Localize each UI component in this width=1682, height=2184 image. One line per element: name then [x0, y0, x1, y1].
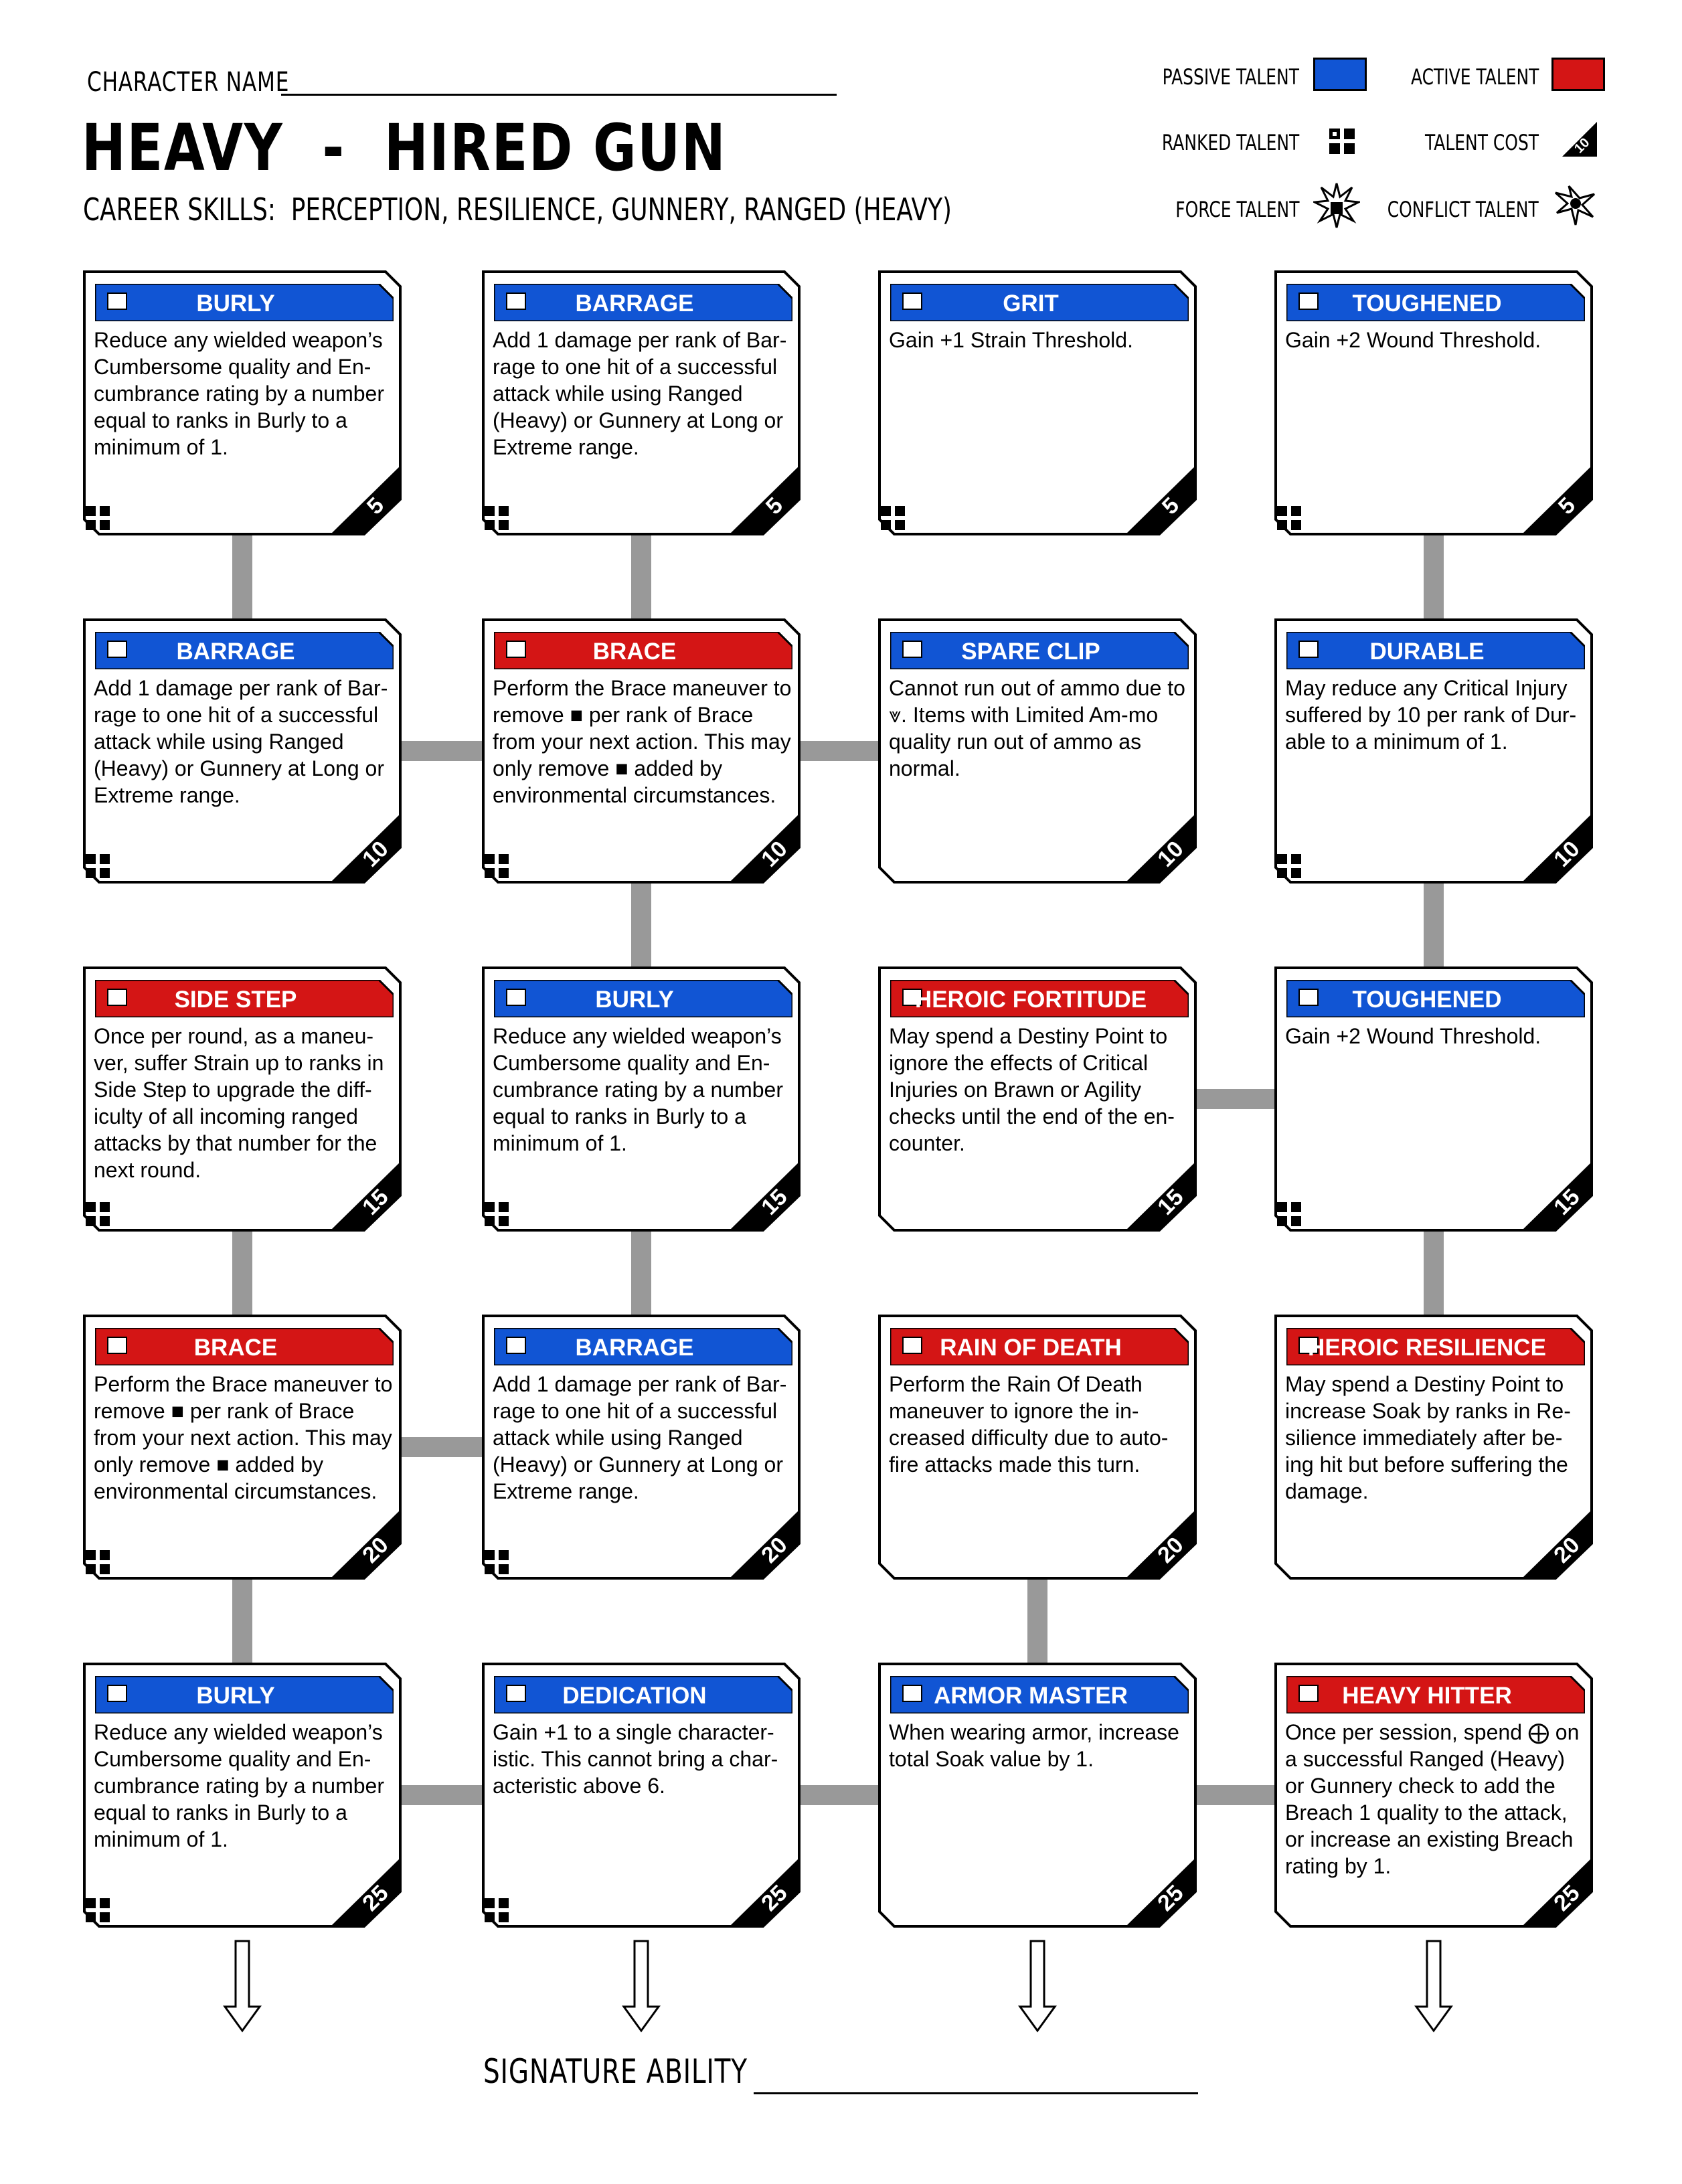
ranked-icon [1277, 1202, 1301, 1226]
talent-cost: 15 [756, 1184, 792, 1220]
talent-card[interactable] [482, 618, 801, 884]
vertical-connector [631, 884, 651, 967]
card-header [890, 980, 1189, 1017]
talent-cost: 10 [1153, 836, 1189, 872]
down-arrow-icon [621, 1940, 661, 2033]
talent-cost: 20 [357, 1532, 394, 1568]
horizontal-connector [801, 1785, 878, 1805]
talent-cost: 25 [357, 1880, 394, 1916]
talent-name: DURABLE [1369, 639, 1485, 665]
talent-name: TOUGHENED [1352, 290, 1502, 317]
talent-name: SPARE CLIP [961, 639, 1100, 665]
talent-description: Reduce any wielded weapon’s Cumbersome quality and En-cumbrance rating by a number equal to ranks in Burly to a minimum of 1. [94, 328, 384, 459]
vertical-connector [1027, 1580, 1047, 1663]
card-header [1286, 284, 1585, 321]
talent-name: BARRAGE [575, 290, 694, 317]
talent-card[interactable] [878, 1315, 1197, 1580]
legend-active-swatch [1551, 58, 1605, 91]
card-header [890, 1676, 1189, 1713]
card-header [494, 284, 792, 321]
talent-cost: 10 [1549, 836, 1585, 872]
talent-card[interactable] [482, 270, 801, 535]
card-header [494, 980, 792, 1017]
talent-name: DEDICATION [562, 1683, 707, 1709]
talent-description: Once per round, as a maneu-ver, suffer Strain up to ranks in Side Step to upgrade the diff-iculty of all incoming ranged attacks by that number for the next round. [94, 1024, 384, 1182]
talent-name: RAIN OF DEATH [940, 1335, 1122, 1361]
talent-card[interactable] [878, 967, 1197, 1232]
talent-cost: 20 [756, 1532, 792, 1568]
card-header [1286, 1328, 1585, 1365]
ranked-icon [1277, 854, 1301, 878]
down-arrow-icon [1414, 1940, 1454, 2033]
talent-card[interactable] [1274, 967, 1593, 1232]
ranked-icon [86, 506, 110, 530]
talent-name: BURLY [196, 1683, 275, 1709]
talent-description: Add 1 damage per rank of Bar-rage to one hit of a successful attack while using Ranged (Heavy) or Gunnery at Long or Extreme range. [94, 676, 388, 807]
card-header [1286, 1676, 1585, 1713]
talent-card[interactable] [83, 1315, 402, 1580]
talent-card[interactable] [1274, 270, 1593, 535]
ranked-icon [86, 1202, 110, 1226]
vertical-connector [232, 1580, 252, 1663]
card-header [95, 284, 394, 321]
talent-name: BRACE [193, 1335, 278, 1361]
horizontal-connector [402, 1785, 482, 1805]
talent-description: When wearing armor, increase total Soak value by 1. [889, 1720, 1179, 1771]
legend-ranked-label: RANKED TALENT [1161, 130, 1299, 155]
talent-name: SIDE STEP [174, 987, 297, 1013]
card-header [95, 1676, 394, 1713]
talent-description: Reduce any wielded weapon’s Cumbersome quality and En-cumbrance rating by a number equal to ranks in Burly to a minimum of 1. [94, 1720, 384, 1851]
talent-card[interactable] [482, 1315, 801, 1580]
down-arrow-icon [222, 1940, 262, 2033]
talent-description: May reduce any Critical Injury suffered by 10 per rank of Dur-able to a minimum of 1. [1285, 676, 1577, 754]
vertical-connector [1424, 884, 1444, 967]
horizontal-connector [1197, 1089, 1274, 1109]
talent-name: TOUGHENED [1352, 987, 1502, 1013]
vertical-connector [631, 1232, 651, 1315]
talent-card[interactable] [83, 270, 402, 535]
talent-card[interactable] [1274, 1663, 1593, 1928]
ranked-icon [86, 854, 110, 878]
talent-name: BARRAGE [176, 639, 295, 665]
vertical-connector [232, 535, 252, 618]
card-header [494, 632, 792, 669]
card-header [95, 632, 394, 669]
horizontal-connector [1197, 1785, 1274, 1805]
career-skills: CAREER SKILLS: PERCEPTION, RESILIENCE, GUNNERY, RANGED (HEAVY) [83, 191, 952, 228]
vertical-connector [232, 1232, 252, 1315]
talent-name: GRIT [1003, 290, 1059, 317]
talent-name: HEROIC FORTITUDE [914, 987, 1147, 1013]
ranked-icon [86, 1550, 110, 1574]
ranked-icon [485, 854, 509, 878]
character-name-label: CHARACTER NAME [87, 67, 290, 98]
card-header [890, 1328, 1189, 1365]
talent-name: ARMOR MASTER [934, 1683, 1128, 1709]
talent-description: Add 1 damage per rank of Bar-rage to one hit of a successful attack while using Ranged (Heavy) or Gunnery at Long or Extreme range. [493, 1372, 787, 1503]
talent-card[interactable] [482, 1663, 801, 1928]
card-header [95, 1328, 394, 1365]
horizontal-connector [402, 741, 482, 761]
talent-card[interactable] [1274, 1315, 1593, 1580]
talent-cost: 15 [1153, 1184, 1189, 1220]
ranked-icon [485, 1898, 509, 1922]
talent-name: BURLY [595, 987, 674, 1013]
card-header [494, 1328, 792, 1365]
talent-cost: 5 [1553, 492, 1581, 520]
talent-card[interactable] [878, 270, 1197, 535]
ranked-icon [86, 1898, 110, 1922]
talent-card[interactable] [1274, 618, 1593, 884]
talent-description: Gain +2 Wound Threshold. [1285, 1024, 1541, 1048]
talent-card[interactable] [482, 967, 801, 1232]
ranked-icon [1277, 506, 1301, 530]
talent-description: May spend a Destiny Point to ignore the effects of Critical Injuries on Brawn or Agility checks until the end of the en-counter. [889, 1024, 1175, 1155]
force-talent-icon [1313, 182, 1360, 229]
talent-card[interactable] [83, 1663, 402, 1928]
talent-card[interactable] [83, 967, 402, 1232]
talent-cost: 5 [1157, 492, 1185, 520]
talent-card[interactable] [83, 618, 402, 884]
ranked-icon [485, 506, 509, 530]
vertical-connector [1424, 1232, 1444, 1315]
character-name-field[interactable] [281, 94, 837, 96]
conflict-talent-icon [1551, 182, 1598, 229]
talent-name: BURLY [196, 290, 275, 317]
talent-cost-icon [1561, 120, 1598, 158]
card-header [890, 632, 1189, 669]
card-header [890, 284, 1189, 321]
horizontal-connector [801, 741, 878, 761]
vertical-connector [1424, 535, 1444, 618]
talent-cost: 25 [1549, 1880, 1585, 1916]
talent-cost: 5 [361, 492, 390, 520]
talent-description: Gain +1 Strain Threshold. [889, 328, 1133, 352]
talent-cost: 5 [760, 492, 788, 520]
talent-cost: 20 [1549, 1532, 1585, 1568]
talent-description: May spend a Destiny Point to increase Soak by ranks in Re-silience immediately after be-ing hit but before suffering the damage. [1285, 1372, 1571, 1503]
legend-force-label: FORCE TALENT [1175, 197, 1299, 222]
legend-cost-label: TALENT COST [1424, 130, 1539, 155]
talent-cost: 25 [756, 1880, 792, 1916]
talent-cost: 20 [1153, 1532, 1189, 1568]
talent-card[interactable] [878, 618, 1197, 884]
ranked-icon [485, 1550, 509, 1574]
talent-description: Perform the Brace maneuver to remove ■ per rank of Brace from your next action. This may only remove ■ added by environmental circumstances. [493, 676, 792, 807]
talent-name: HEAVY HITTER [1342, 1683, 1512, 1709]
card-header [1286, 980, 1585, 1017]
page-title: HEAVY - HIRED GUN [82, 110, 727, 185]
card-header [95, 980, 394, 1017]
talent-cost: 10 [357, 836, 394, 872]
talent-cost: 15 [357, 1184, 394, 1220]
talent-description: Perform the Brace maneuver to remove ■ per rank of Brace from your next action. This may only remove ■ added by environmental circumstances. [94, 1372, 393, 1503]
ranked-icon [1329, 129, 1355, 154]
legend-passive-swatch [1313, 58, 1367, 91]
ranked-icon [485, 1202, 509, 1226]
talent-cost: 15 [1549, 1184, 1585, 1220]
signature-ability-label: SIGNATURE ABILITY [483, 2052, 748, 2091]
card-header [1286, 632, 1585, 669]
vertical-connector [631, 535, 651, 618]
talent-description: Reduce any wielded weapon’s Cumbersome quality and En-cumbrance rating by a number equal to ranks in Burly to a minimum of 1. [493, 1024, 783, 1155]
talent-description: Add 1 damage per rank of Bar-rage to one hit of a successful attack while using Ranged (Heavy) or Gunnery at Long or Extreme range. [493, 328, 787, 459]
horizontal-connector [402, 1437, 482, 1457]
talent-description: Perform the Rain Of Death maneuver to ignore the in-creased difficulty due to auto-fire attacks made this turn. [889, 1372, 1169, 1477]
talent-card[interactable] [878, 1663, 1197, 1928]
down-arrow-icon [1017, 1940, 1058, 2033]
card-header [494, 1676, 792, 1713]
talent-name: HEROIC RESILIENCE [1308, 1335, 1546, 1361]
legend-active-label: ACTIVE TALENT [1410, 64, 1539, 90]
talent-cost: 25 [1153, 1880, 1189, 1916]
talent-name: BARRAGE [575, 1335, 694, 1361]
signature-ability-field[interactable] [754, 2092, 1198, 2094]
talent-description: Cannot run out of ammo due to ⩔. Items with Limited Am-mo quality run out of ammo as normal. [889, 676, 1185, 780]
talent-description: Gain +2 Wound Threshold. [1285, 328, 1541, 352]
ranked-icon [881, 506, 905, 530]
legend-passive-label: PASSIVE TALENT [1162, 64, 1299, 90]
legend-conflict-label: CONFLICT TALENT [1387, 197, 1539, 222]
talent-description: Gain +1 to a single character-istic. This cannot bring a char-acteristic above 6. [493, 1720, 778, 1798]
talent-description: Once per session, spend ⨁ on a successful Ranged (Heavy) or Gunnery check to add the Breach 1 quality to the attack, or increase an existing Breach rating by 1. [1285, 1720, 1580, 1878]
talent-name: BRACE [592, 639, 677, 665]
talent-cost: 10 [756, 836, 792, 872]
svg-text:10: 10 [1572, 135, 1593, 157]
